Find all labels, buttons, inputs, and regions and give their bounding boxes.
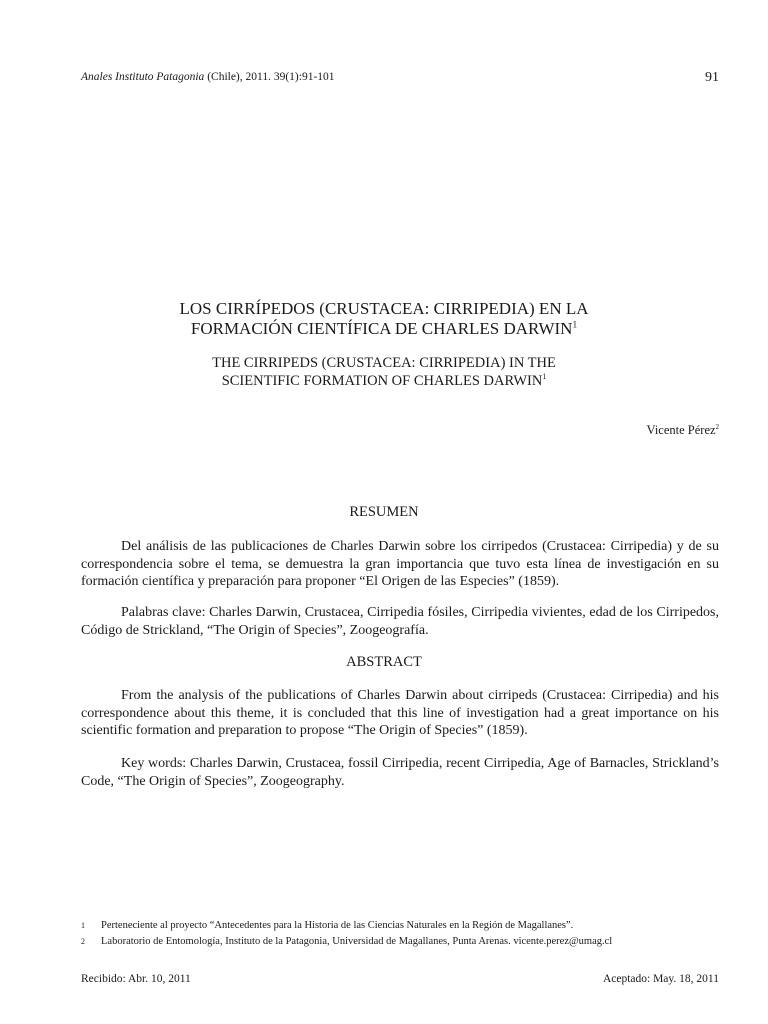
footnotes — [81, 918, 721, 950]
accepted-date: Aceptado: May. 18, 2011 — [602, 973, 719, 985]
resumen-text: Del análisis de las publicaciones de Charles Darwin sobre los cirripedos (Crustacea: Cirripedia) y de su correspondencia sobre el tema, se demuestra la gran importancia que tuvo esta línea de investigación en su formación científica y preparación para proponer “El Origen de las Especies” (1859). — [81, 539, 719, 589]
title-spanish-line2-wrap — [0, 319, 768, 339]
running-header — [81, 71, 335, 83]
journal-name: Anales Instituto Patagonia — [81, 71, 205, 83]
abstract-keywords — [81, 755, 719, 790]
received-date: Recibido: Abr. 10, 2011 — [81, 973, 191, 985]
author-name: Vicente Pérez — [646, 423, 716, 437]
resumen-heading: RESUMEN — [349, 504, 419, 520]
page-number: 91 — [705, 70, 719, 85]
resumen-keywords — [81, 604, 719, 639]
abstract-keywords-text: Key words: Charles Darwin, Crustacea, fossil Cirripedia, recent Cirripedia, Age of Barnacles, Strickland’s Code, “The Origin of Species”, Zoogeography. — [81, 756, 719, 789]
title-spanish-line1: LOS CIRRÍPEDOS (CRUSTACEA: CIRRIPEDIA) EN LA — [179, 299, 589, 318]
title-english-line2: SCIENTIFIC FORMATION OF CHARLES DARWIN — [221, 373, 543, 389]
abstract-heading: ABSTRACT — [346, 654, 422, 670]
footnote-1-text: Perteneciente al proyecto “Antecedentes para la Historia de las Ciencias Naturales en la Región de Magallanes”. — [101, 920, 574, 931]
abstract-body — [81, 687, 719, 740]
title-english-line1: THE CIRRIPEDS (CRUSTACEA: CIRRIPEDIA) IN THE — [212, 355, 556, 371]
title-spanish-footnote-ref: 1 — [572, 320, 578, 331]
footnote-1-number: 1 — [81, 921, 85, 930]
title-spanish-line2: FORMACIÓN CIENTÍFICA DE CHARLES DARWIN — [190, 319, 573, 338]
title-english — [0, 354, 768, 390]
author-footnote-ref: 2 — [715, 423, 719, 431]
title-spanish — [0, 299, 768, 339]
title-english-line2-wrap — [0, 372, 768, 390]
footnote-1 — [81, 918, 721, 934]
footnote-2 — [81, 934, 721, 950]
footnote-2-text: Laboratorio de Entomología, Instituto de la Patagonia, Universidad de Magallanes, Punta Arenas. vicente.perez@umag.cl — [101, 936, 613, 947]
author — [647, 423, 719, 438]
footnote-2-number: 2 — [81, 937, 85, 946]
journal-citation: (Chile), 2011. 39(1):91-101 — [204, 71, 335, 83]
abstract-text: From the analysis of the publications of Charles Darwin about cirripeds (Crustacea: Cirripedia) and his correspondence about this theme, it is concluded that this line of investigation had a great importance on his scientific formation and preparation to propose “The Origin of Species” (1859). — [81, 688, 719, 738]
resumen-keywords-text: Palabras clave: Charles Darwin, Crustacea, Cirripedia fósiles, Cirripedia vivientes, edad de los Cirripedos, Código de Strickland, “The Origin of Species”, Zoogeografía. — [81, 605, 719, 638]
title-english-footnote-ref: 1 — [542, 372, 547, 382]
resumen-body — [81, 538, 719, 591]
